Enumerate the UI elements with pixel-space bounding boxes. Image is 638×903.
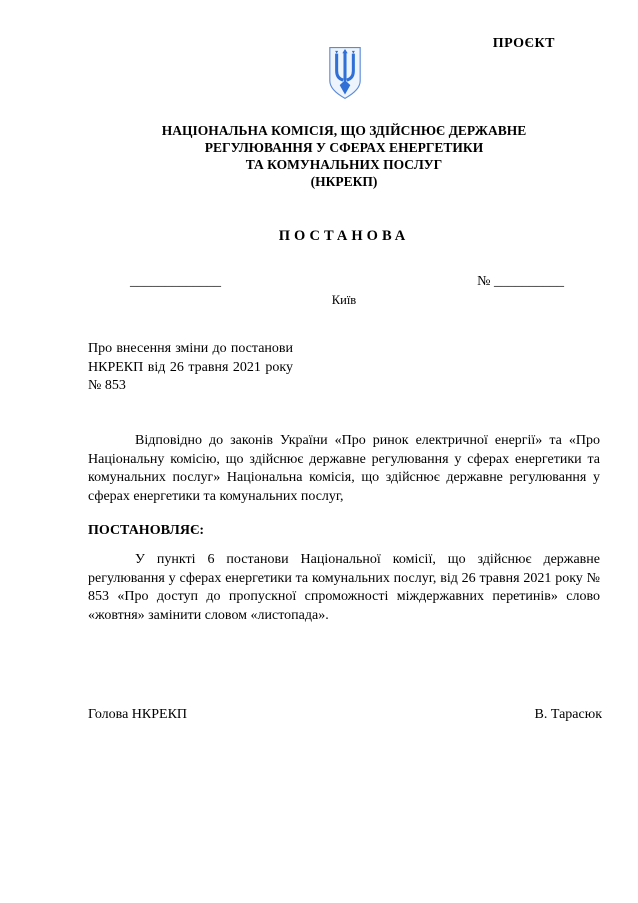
- organization-name: [88, 122, 600, 190]
- organization-name-line: ТА КОМУНАЛЬНИХ ПОСЛУГ: [245, 157, 443, 172]
- organization-name-line: РЕГУЛЮВАННЯ У СФЕРАХ ЕНЕРГЕТИКИ: [204, 140, 484, 155]
- document-title: ПОСТАНОВА: [278, 228, 410, 244]
- signature-position: Голова НКРЕКП: [88, 707, 188, 722]
- organization-name-line: НАЦІОНАЛЬНА КОМІСІЯ, ЩО ЗДІЙСНЮЄ ДЕРЖАВНЕ: [161, 123, 527, 138]
- date-blank-line: _____________: [130, 274, 221, 289]
- date-number-row: [88, 274, 600, 290]
- place-city: Київ: [331, 293, 357, 307]
- ukraine-trident-icon: [326, 46, 364, 101]
- resolve-heading: ПОСТАНОВЛЯЄ:: [88, 523, 205, 538]
- organization-name-line: (НКРЕКП): [310, 174, 378, 189]
- signature-name: В. Тарасюк: [534, 707, 602, 722]
- document-subject: Про внесення зміни до постанови НКРЕКП від 26 травня 2021 року № 853: [88, 341, 293, 393]
- draft-label: ПРОЄКТ: [492, 36, 555, 51]
- preamble-paragraph: Відповідно до законів України «Про ринок електричної енергії» та «Про Національну комісію, що здійснює державне регулювання у сферах енергетики та комунальних послуг» Національна комісія, що здійснює державне регулювання у сферах енергетики та комунальних послуг,: [88, 433, 600, 504]
- resolution-paragraph: У пункті 6 постанови Національної комісії, що здійснює державне регулювання у сферах енергетики та комунальних послуг, від 26 травня 2021 року № 853 «Про доступ до пропускної спроможності міждержавних перетинів» слово «жовтня» замінити словом «листопада».: [88, 552, 600, 623]
- signature-row: [88, 707, 602, 723]
- number-blank-line: № __________: [477, 274, 564, 289]
